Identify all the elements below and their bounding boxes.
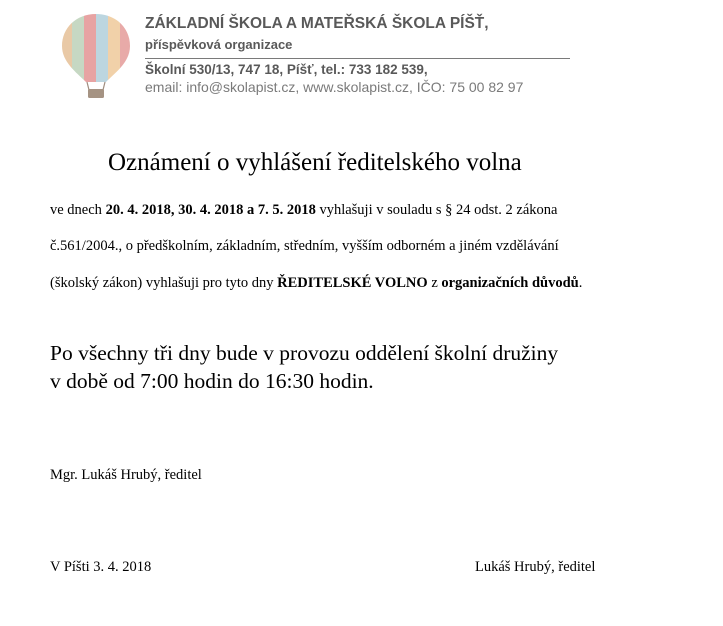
- notice-line-2: v době od 7:00 hodin do 16:30 hodin.: [50, 369, 374, 393]
- place-and-date: V Píšti 3. 4. 2018: [50, 559, 152, 575]
- school-name: ZÁKLADNÍ ŠKOLA A MATEŘSKÁ ŠKOLA PÍŠŤ,: [145, 15, 489, 32]
- body-line-2: č.561/2004., o předškolním, základním, středním, vyšším odborném a jiném vzdělávání: [50, 238, 559, 254]
- body-line-1-prefix: ve dnech: [50, 202, 106, 218]
- holiday-label: ŘEDITELSKÉ VOLNO: [277, 275, 428, 291]
- header-divider: [145, 58, 570, 59]
- holiday-reason: organizačních důvodů: [441, 275, 579, 291]
- document-title: Oznámení o vyhlášení ředitelského volna: [108, 149, 522, 176]
- body-line-1-suffix: vyhlašuji v souladu s § 24 odst. 2 zákona: [315, 202, 558, 218]
- school-address: Školní 530/13, 747 18, Píšť, tel.: 733 182 539,: [145, 62, 428, 77]
- holiday-dates: 20. 4. 2018, 30. 4. 2018 a 7. 5. 2018: [105, 202, 316, 218]
- body-line-3-mid: z: [427, 275, 442, 291]
- hot-air-balloon-icon: [60, 12, 132, 100]
- body-line-3-end: .: [578, 275, 583, 291]
- body-line-1: [50, 202, 557, 219]
- notice-line-1: Po všechny tři dny bude v provozu oddělení školní družiny: [50, 341, 559, 365]
- body-line-3-prefix: (školský zákon) vyhlašuji pro tyto dny: [50, 275, 278, 291]
- signature-top: Mgr. Lukáš Hrubý, ředitel: [50, 467, 202, 483]
- organization-type: příspěvková organizace: [145, 37, 293, 52]
- school-contact: email: info@skolapist.cz, www.skolapist.cz, IČO: 75 00 82 97: [145, 79, 524, 95]
- signature-bottom: Lukáš Hrubý, ředitel: [475, 559, 596, 575]
- body-line-3: [50, 275, 582, 292]
